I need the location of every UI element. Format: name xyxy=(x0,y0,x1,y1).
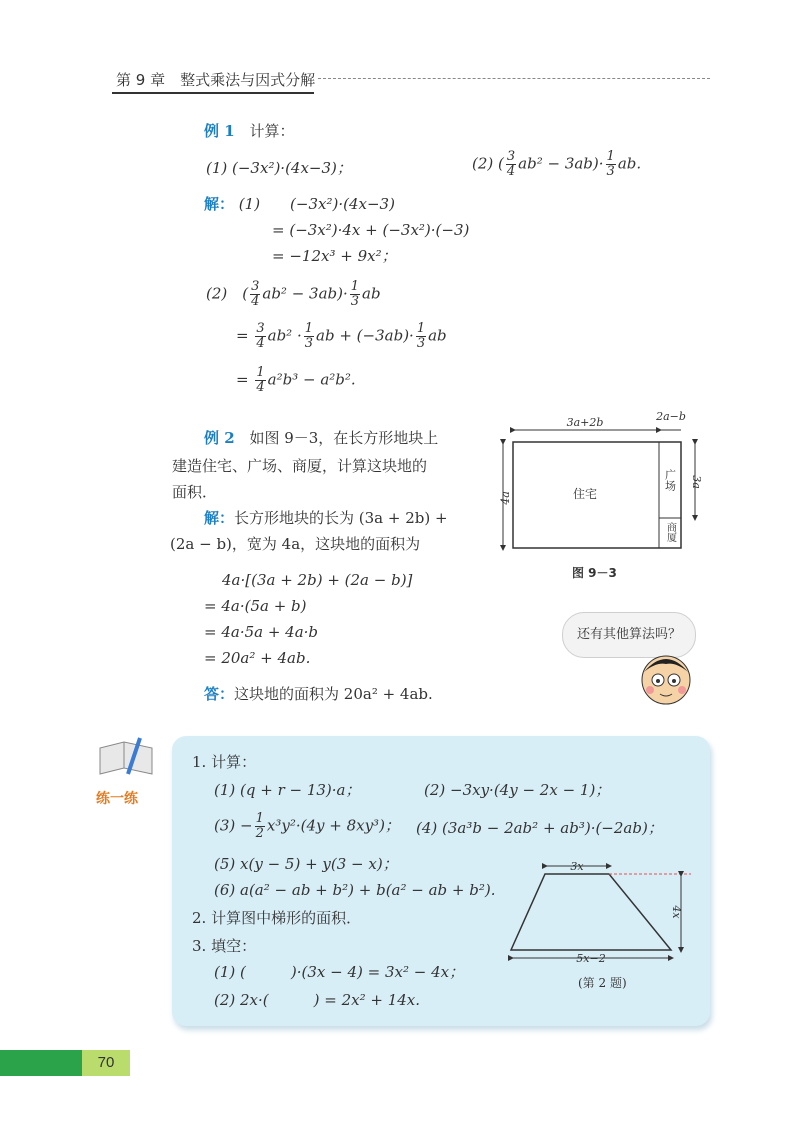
practice-q3-2: (2) 2x·( ) = 2x² + 14x. xyxy=(214,991,421,1009)
solution1-line3: = −12x³ + 9x²； xyxy=(272,247,397,265)
example2-solution-line2: (2a − b)，宽为 4a，这块地的面积为 xyxy=(170,535,421,553)
solution-label: 解： xyxy=(204,195,235,213)
fig-top-left-label: 3a+2b xyxy=(566,416,604,429)
example2-line1: 例 2 如图 9－3，在长方形地块上 xyxy=(204,429,439,447)
figure-caption: 图 9－3 xyxy=(572,566,617,580)
practice-q2: 2. 计算图中梯形的面积． xyxy=(192,909,362,927)
answer-line: 答：这块地的面积为 20a² + 4ab. xyxy=(204,685,433,703)
practice-q1: 1. 计算： xyxy=(192,753,257,771)
example1-q1: (1) (−3x²)·(4x−3)； xyxy=(206,159,352,177)
solution2-line2: = $\frac{3}{4}$ ab² · $\frac{1}{3}$ ab + (−3ab)· $\frac{1}{3}$ ab xyxy=(236,321,447,351)
calc-line2: = 4a·(5a + b) xyxy=(204,597,307,615)
practice-q1-6: (6) a(a² − ab + b²) + b(a² − ab + b²). xyxy=(214,881,496,899)
trapezoid-figure xyxy=(505,856,705,966)
book-pen-icon xyxy=(96,734,158,784)
q2-middle: ab² − 3ab)· xyxy=(518,154,604,173)
practice-q1-2: (2) −3xy·(4y − 2x − 1)； xyxy=(424,781,611,799)
practice-q1-4: (4) (3a³b − 2ab² + ab³)·(−2ab)； xyxy=(416,819,663,837)
q2-fraction: $\frac{3}{4}$ xyxy=(506,149,516,179)
solution2-line3: = $\frac{1}{4}$ a²b³ − a²b². xyxy=(236,365,356,395)
example2-label: 例 2 xyxy=(204,429,235,447)
example2-line2: 建造住宅、广场、商厦，计算这块地的 xyxy=(172,457,428,475)
fig-mall-label: 商厦 xyxy=(664,522,676,542)
cartoon-face-icon xyxy=(636,648,696,708)
answer-label: 答： xyxy=(204,685,235,703)
solution2-line1: (2) ( $\frac{3}{4}$ ab² − 3ab)· $\frac{1}{3}$ ab xyxy=(206,279,381,309)
example2-solution-line1: 解：长方形地块的长为 (3a + 2b) + xyxy=(204,509,448,527)
trapezoid-caption: (第 2 题) xyxy=(578,976,627,990)
fig-house-label: 住宅 xyxy=(572,487,598,501)
example2-line3: 面积． xyxy=(172,483,218,501)
trap-bottom-label: 5x−2 xyxy=(576,952,606,965)
fig-square-label: 广场 xyxy=(663,469,677,491)
page-number: 70 xyxy=(82,1050,130,1076)
practice-q1-1: (1) (q + r − 13)·a； xyxy=(214,781,361,799)
trap-top-label: 3x xyxy=(570,860,584,873)
solution1-line2: = (−3x²)·4x + (−3x²)·(−3) xyxy=(272,221,470,239)
practice-q3-1: (1) ( )·(3x − 4) = 3x² − 4x； xyxy=(214,963,465,981)
practice-title: 练一练 xyxy=(96,791,138,807)
footer-bar xyxy=(0,1050,82,1076)
calc-line4: = 20a² + 4ab. xyxy=(204,649,311,667)
thought-cloud: 还有其他算法吗？ xyxy=(562,612,696,658)
figure-9-3 xyxy=(495,408,705,580)
practice-q1-3: (3) − $\frac{1}{2}$ x³y²·(4y + 8xy³)； xyxy=(214,811,400,841)
q2-prefix: (2) xyxy=(472,154,494,173)
trap-height-label: 4x xyxy=(670,905,683,919)
fig-top-right-label: 2a−b xyxy=(656,410,686,423)
solution1-line1: (1) (−3x²)·(4x−3) xyxy=(238,195,395,213)
header-underline xyxy=(112,92,314,94)
chapter-header: 第 9 章 整式乘法与因式分解 xyxy=(116,71,316,89)
practice-q3: 3. 填空： xyxy=(192,937,257,955)
calc-line1: 4a·[(3a + 2b) + (2a − b)] xyxy=(222,571,413,589)
example1-label: 例 1 xyxy=(204,122,235,140)
example1-q2: (2) ( $\frac{3}{4}$ ab² − 3ab)· $\frac{1}{3}$ ab. xyxy=(472,149,642,179)
q2-fraction-2: $\frac{1}{3}$ xyxy=(606,149,615,179)
header-dashed-rule xyxy=(318,78,710,79)
q2-end: ab. xyxy=(617,154,642,173)
fig-left-label: 4a xyxy=(499,491,512,505)
example1-prompt: 计算： xyxy=(249,122,295,140)
example1-heading xyxy=(204,121,294,141)
calc-line3: = 4a·5a + 4a·b xyxy=(204,623,319,641)
practice-q1-5: (5) x(y − 5) + y(3 − x)； xyxy=(214,855,398,873)
fig-right-label: 3a xyxy=(690,475,703,489)
